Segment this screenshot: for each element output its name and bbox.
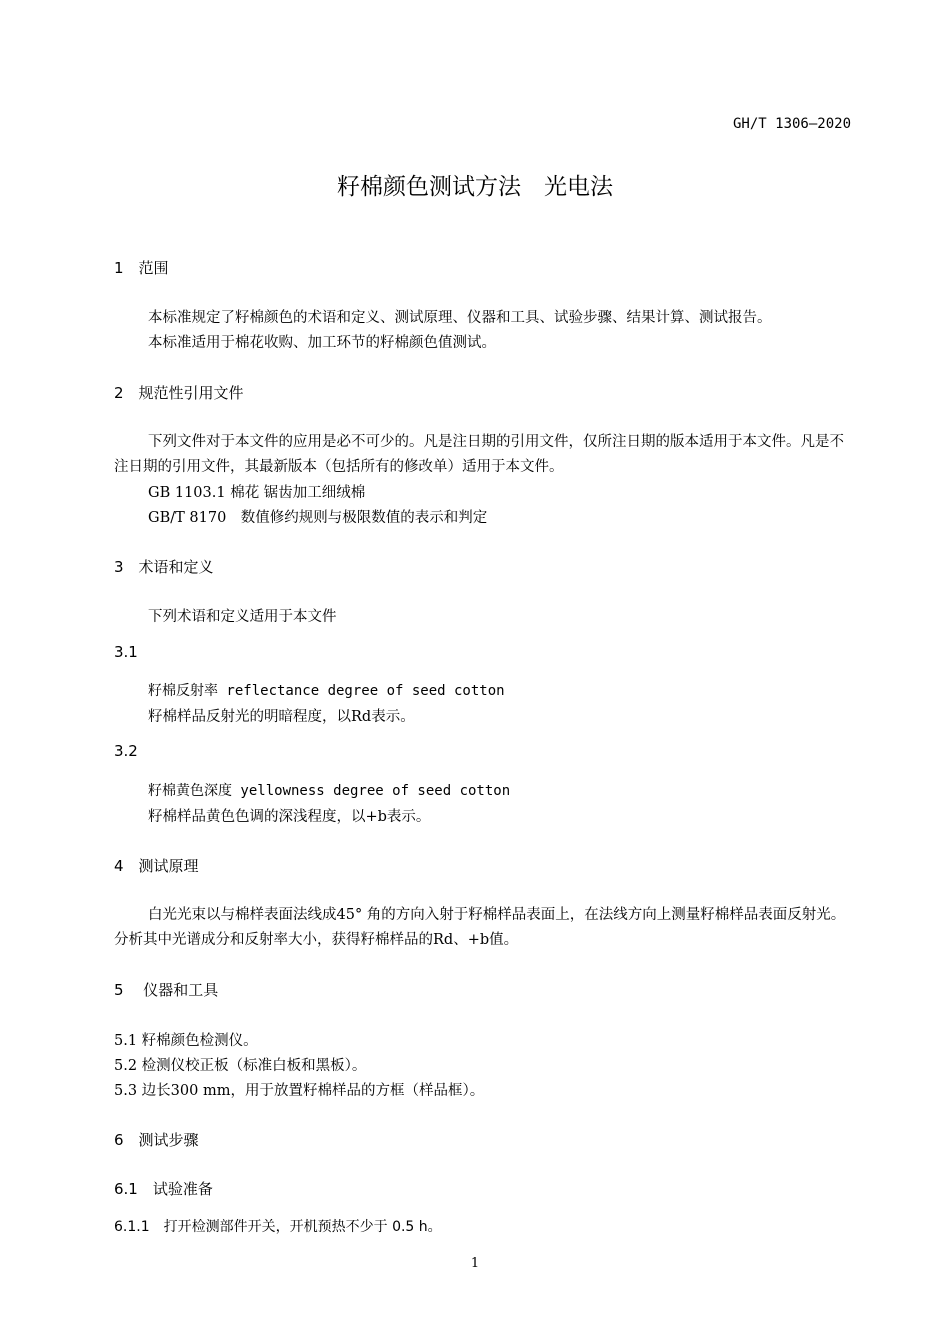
- section-1-paragraph-2: 本标准适用于棉花收购、加工环节的籽棉颜色值测试。: [148, 335, 496, 351]
- section-3-heading: 3 术语和定义: [114, 558, 214, 576]
- term-3-1-number: 3.1: [114, 643, 138, 661]
- section-2-heading: 2 规范性引用文件: [114, 384, 244, 402]
- subsection-6-1-heading: 6.1 试验准备: [114, 1180, 213, 1198]
- instrument-5-1: 5.1 籽棉颜色检测仪。: [114, 1033, 258, 1049]
- section-2-intro: 下列文件对于本文件的应用是必不可少的。凡是注日期的引用文件，仅所注日期的版本适用于本文件。凡是不注日期的引用文件，其最新版本（包括所有的修改单）适用于本文件。: [114, 434, 844, 475]
- instrument-5-3: 5.3 边长300 mm，用于放置籽棉样品的方框（样品框）。: [114, 1083, 485, 1099]
- section-1-paragraph-1: 本标准规定了籽棉颜色的术语和定义、测试原理、仪器和工具、试验步骤、结果计算、测试报告。: [148, 310, 772, 326]
- section-4-heading: 4 测试原理: [114, 857, 199, 875]
- term-3-2-title: 籽棉黄色深度 yellowness degree of seed cotton: [148, 783, 511, 799]
- section-4-paragraph: 白光光束以与棉样表面法线成45° 角的方向入射于籽棉样品表面上，在法线方向上测量籽棉样品表面反射光。分析其中光谱成分和反射率大小，获得籽棉样品的Rd、+b值。: [114, 907, 846, 948]
- section-5-heading: 5 仪器和工具: [114, 981, 219, 999]
- term-3-2-number: 3.2: [114, 742, 138, 760]
- section-6-heading: 6 测试步骤: [114, 1131, 199, 1149]
- step-6-1-1: 6.1.1 打开检测部件开关，开机预热不少于 0.5 h。: [114, 1219, 442, 1235]
- standard-number: GH/T 1306—2020: [733, 116, 852, 132]
- page-number: 1: [470, 1256, 480, 1271]
- term-3-1-definition: 籽棉样品反射光的明暗程度，以Rd表示。: [148, 709, 415, 725]
- reference-2: GB/T 8170 数值修约规则与极限数值的表示和判定: [148, 510, 488, 526]
- section-1-heading: 1 范围: [114, 259, 169, 277]
- section-3-intro: 下列术语和定义适用于本文件: [148, 609, 337, 625]
- reference-1: GB 1103.1 棉花 锯齿加工细绒棉: [148, 485, 366, 501]
- term-3-2-definition: 籽棉样品黄色色调的深浅程度，以+b表示。: [148, 809, 431, 825]
- term-3-1-title: 籽棉反射率 reflectance degree of seed cotton: [148, 683, 505, 699]
- document-title: 籽棉颜色测试方法 光电法: [337, 174, 613, 200]
- instrument-5-2: 5.2 检测仪校正板（标准白板和黑板）。: [114, 1058, 367, 1074]
